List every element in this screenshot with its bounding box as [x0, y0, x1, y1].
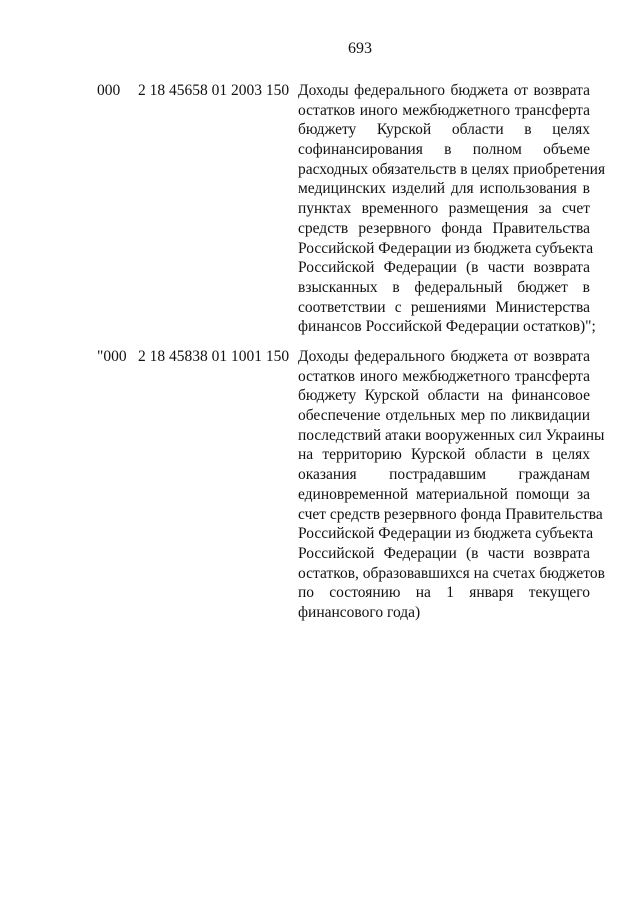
description-line: последствий атаки вооруженных сил Украины	[298, 426, 605, 444]
admin-code: 000	[97, 82, 121, 99]
description-line: обеспечение отдельных мер по ликвидации	[298, 407, 590, 425]
description-line: Доходы федерального бюджета от возврата	[298, 348, 590, 365]
description-line: по состоянию на 1 января текущего	[298, 584, 590, 602]
description-line: бюджету Курской области в целях	[298, 121, 590, 139]
description-line: расходных обязательств в целях приобретения	[298, 160, 606, 178]
kbk-code: 2 18 45658 01 2003 150	[138, 82, 290, 99]
description-line: Доходы федерального бюджета от возврата	[298, 82, 590, 99]
description-line: Российской Федерации (в части возврата	[298, 259, 590, 277]
description-line: средств резервного фонда Правительства	[298, 219, 590, 237]
kbk-code: 2 18 45838 01 1001 150	[138, 348, 290, 365]
entry-description	[298, 347, 605, 623]
description-line: бюджету Курской области на финансовое	[298, 387, 590, 405]
description-line: финансов Российской Федерации остатков)";	[298, 318, 596, 336]
description-line: Российской Федерации из бюджета субъекта	[298, 239, 594, 257]
description-line: соответствии с решениями Министерства	[298, 298, 590, 316]
description-line: на территорию Курской области в целях	[298, 446, 590, 464]
description-line: единовременной материальной помощи за	[298, 485, 590, 503]
description-line: остатков иного межбюджетного трансферта	[298, 101, 590, 119]
description-line: остатков иного межбюджетного трансферта	[298, 367, 590, 385]
description-line: взысканных в федеральный бюджет в	[298, 278, 590, 296]
admin-code: "000	[97, 348, 127, 365]
description-line: медицинских изделий для использования в	[298, 180, 590, 198]
page-number: 693	[348, 40, 372, 57]
description-line: финансового года)	[298, 603, 421, 621]
description-line: остатков, образовавшихся на счетах бюджетов	[298, 564, 605, 582]
description-line: Российской Федерации (в части возврата	[298, 544, 590, 562]
description-line: оказания пострадавшим гражданам	[298, 466, 590, 484]
description-line: счет средств резервного фонда Правительства	[298, 505, 603, 523]
description-line: пунктах временного размещения за счет	[298, 200, 590, 218]
description-line: Российской Федерации из бюджета субъекта	[298, 525, 594, 543]
description-line: софинансирования в полном объеме	[298, 141, 590, 159]
entry-description	[298, 81, 606, 337]
